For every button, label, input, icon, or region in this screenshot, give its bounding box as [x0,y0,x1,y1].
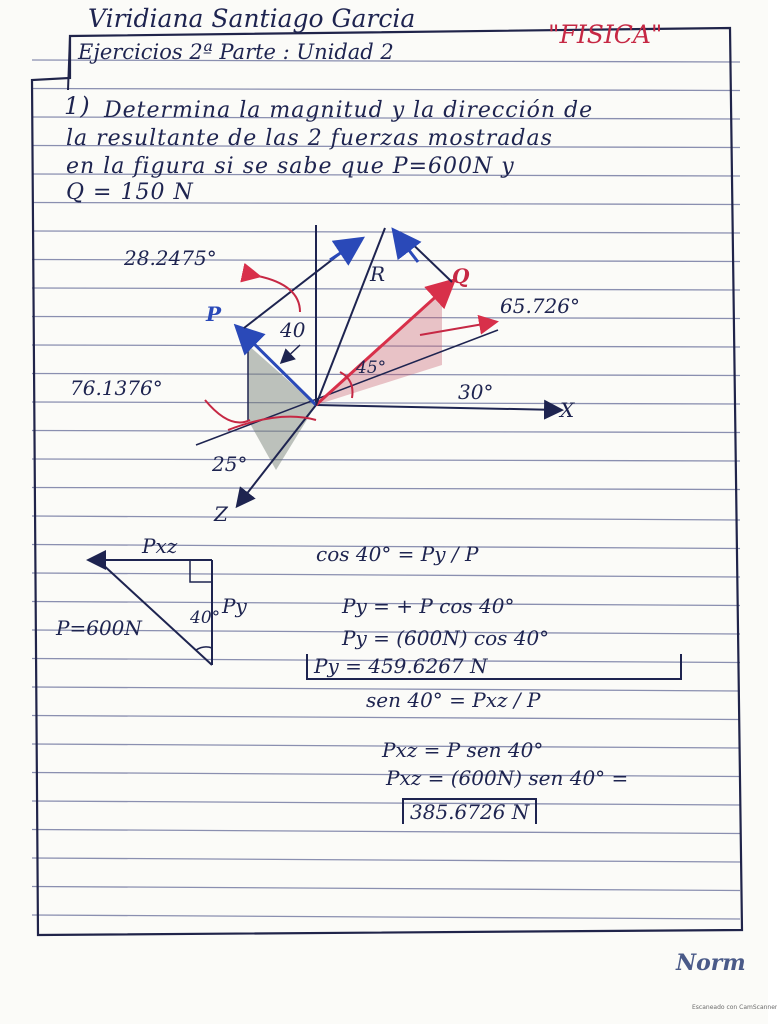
problem-line-3: en la figura si se sabe que P=600N y [66,154,515,179]
angle-40-label: 40° [190,608,221,628]
angle-top-label: 28.2475° [124,246,217,270]
label-45: 45° [356,358,387,378]
problem-line-1: Determina la magnitud y la dirección de [104,98,594,123]
py-label: Py [222,594,247,618]
equation-4-boxed: Py = 459.6267 N [306,654,682,680]
label-p: P [206,302,222,326]
equation-2: Py = + P cos 40° [342,594,515,618]
problem-line-2: la resultante de las 2 fuerzas mostradas [66,126,553,151]
scanner-watermark: Escaneado con CamScanner [692,1004,777,1011]
label-30: 30° [458,380,494,404]
p600-label: P=600N [56,616,142,640]
equation-6: Pxz = P sen 40° [382,738,544,762]
problem-line-4: Q = 150 N [66,180,194,205]
label-x-axis: X [560,398,575,422]
problem-number: 1) [64,92,91,120]
equation-5: sen 40° = Pxz / P [366,688,541,712]
angle-arc [196,647,212,650]
subtitle: Ejercicios 2ª Parte : Unidad 2 [78,40,394,64]
label-40: 40 [280,318,306,342]
label-r: R [370,262,386,286]
student-name: Viridiana Santiago Garcia [88,4,416,33]
right-angle-mark [190,560,212,582]
equation-8-boxed: 385.6726 N [402,798,537,824]
label-z-axis: Z [214,502,228,526]
label-q: Q [452,264,470,288]
angle-left-label: 76.1376° [70,376,163,400]
equation-1: cos 40° = Py / P [316,542,479,566]
angle-right-label: 65.726° [500,294,580,318]
equation-3: Py = (600N) cos 40° [342,626,550,650]
equation-7: Pxz = (600N) sen 40° = [386,766,629,790]
label-25: 25° [212,452,248,476]
notebook-logo: Norm [676,950,746,976]
pxz-label: Pxz [142,534,178,558]
subject-title: "FISICA" [548,20,663,49]
